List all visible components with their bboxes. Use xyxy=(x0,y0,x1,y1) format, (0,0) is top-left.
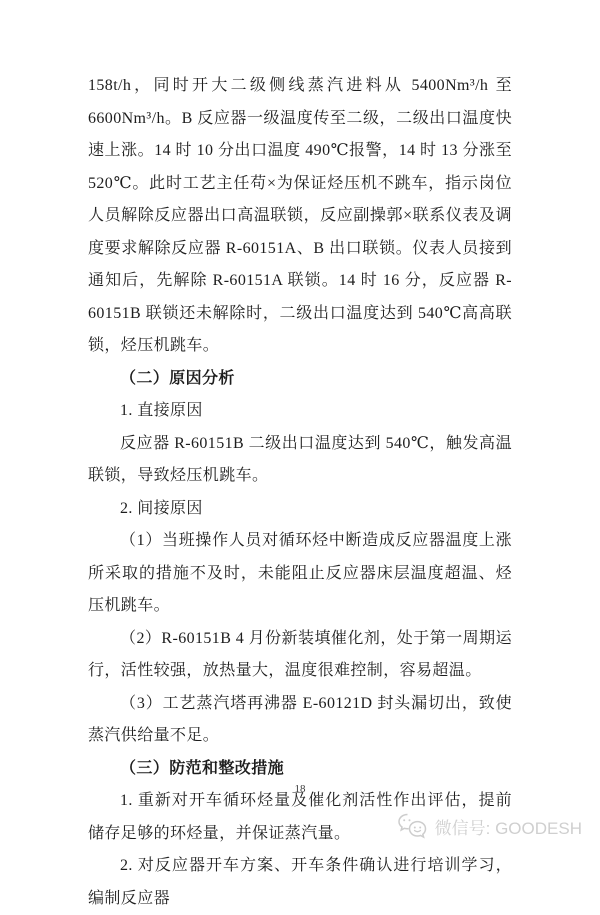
paragraph-indirect-cause-1: （1）当班操作人员对循环烃中断造成反应器温度上涨所采取的措施不及时，未能阻止反应器床层温度超温、烃压机跳车。 xyxy=(88,532,512,614)
watermark-text: 微信号: GOODESH xyxy=(434,818,582,838)
page-number: 18 xyxy=(294,783,306,795)
paragraph-direct-cause-title: 1. 直接原因 xyxy=(120,402,203,419)
paragraph-measure-2: 2. 对反应器开车方案、开车条件确认进行培训学习，编制反应器 xyxy=(88,857,512,907)
paragraph-indirect-cause-title: 2. 间接原因 xyxy=(120,499,203,517)
watermark xyxy=(397,812,582,840)
paragraph-measure-1: 1. 重新对开车循环烃量及催化剂活性作出评估，提前储存足够的环烃量，并保证蒸汽量。 xyxy=(88,792,512,842)
section-heading-cause-analysis: （二）原因分析 xyxy=(120,369,235,387)
wechat-icon xyxy=(397,812,429,840)
paragraph-indirect-cause-2: （2）R-60151B 4 月份新装填催化剂，处于第一周期运行，活性较强，放热量大，温度很难控制，容易超温。 xyxy=(88,629,512,679)
paragraph-indirect-cause-3: （3）工艺蒸汽塔再沸器 E-60121D 封头漏切出，致使蒸汽供给量不足。 xyxy=(88,694,512,744)
section-heading-prevention-measures: （三）防范和整改措施 xyxy=(120,759,285,777)
paragraph-direct-cause-body: 反应器 R-60151B 二级出口温度达到 540℃，触发高温联锁，导致烃压机跳车。 xyxy=(88,434,512,484)
paragraph-continuation: 158t/h，同时开大二级侧线蒸汽进料从 5400Nm³/h 至 6600Nm³/h。B 反应器一级温度传至二级，二级出口温度快速上涨。14 时 10 分出口温度 490℃报警，14 时 13 分涨至 520℃。此时工艺主任苟×为保证烃压机不跳车，指示岗位人员解除反应器出口高温联锁，反应副操郭×联系仪表及调度要求解除反应器 R-60151A、B 出口联锁。仪表人员接到通知后，先解除 R-60151A 联锁。14 时 16 分，反应器 R-60151B 联锁还未解除时，二级出口温度达到 540℃高高联锁，烃压机跳车。 xyxy=(88,77,512,354)
